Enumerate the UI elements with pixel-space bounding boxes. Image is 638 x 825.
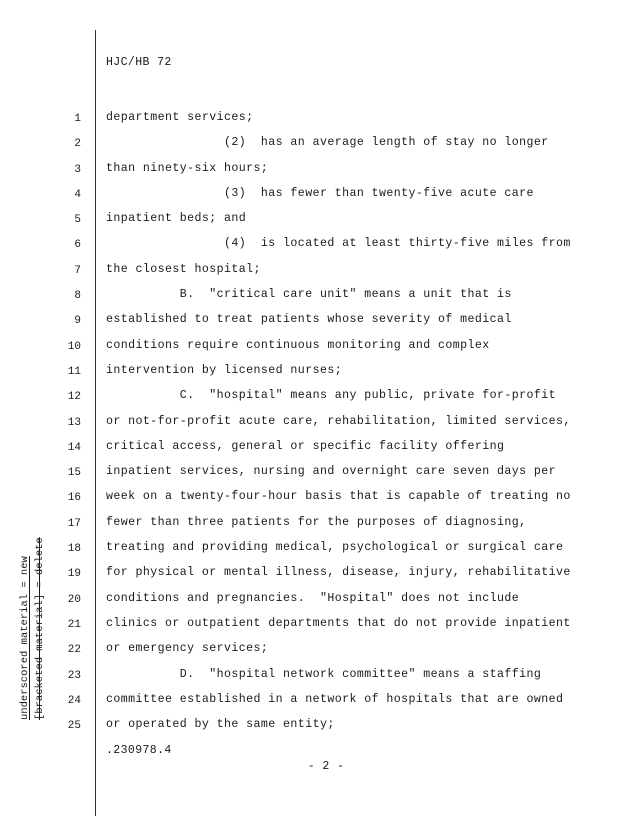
line-content: the closest hospital;: [106, 262, 261, 276]
line-content: D. "hospital network committee" means a staffing: [106, 667, 542, 681]
text-line: [0, 641, 638, 666]
line-content: committee established in a network of hospitals that are owned: [106, 692, 564, 706]
text-line: [0, 312, 638, 337]
line-number: 16: [67, 492, 81, 505]
line-number: 22: [67, 644, 81, 657]
line-number: 7: [74, 264, 81, 277]
text-line: [0, 439, 638, 464]
text-line: [0, 414, 638, 439]
line-content: C. "hospital" means any public, private for-profit: [106, 389, 557, 403]
text-line: [0, 489, 638, 514]
line-number: 20: [67, 593, 81, 606]
text-line: [0, 135, 638, 160]
text-line: [0, 262, 638, 287]
numbered-line-list: [0, 110, 638, 742]
line-number: 3: [74, 163, 81, 176]
line-number: 11: [67, 365, 81, 378]
line-number: 15: [67, 467, 81, 480]
line-content: B. "critical care unit" means a unit that is: [106, 288, 512, 302]
line-content: (2) has an average length of stay no longer: [106, 136, 549, 150]
line-number: 1: [74, 113, 81, 125]
line-number: 12: [67, 391, 81, 404]
line-content: clinics or outpatient departments that do not provide inpatient: [106, 616, 571, 630]
text-line: [0, 667, 638, 692]
line-number: 8: [74, 290, 81, 303]
text-line: [0, 110, 638, 135]
line-content: for physical or mental illness, disease, injury, rehabilitative: [106, 566, 571, 580]
line-content: (4) is located at least thirty-five miles from: [106, 237, 571, 251]
line-content: inpatient beds; and: [106, 212, 247, 226]
text-line: [0, 717, 638, 742]
line-content: treating and providing medical, psychological or surgical care: [106, 541, 564, 555]
text-line: [0, 464, 638, 489]
text-line: [0, 692, 638, 717]
line-number: 14: [67, 441, 81, 454]
text-line: [0, 338, 638, 363]
line-number: 4: [74, 188, 81, 201]
line-number: 6: [74, 239, 81, 252]
line-number: 19: [67, 568, 81, 581]
line-content: critical access, general or specific facility offering: [106, 439, 505, 453]
line-content: or emergency services;: [106, 642, 269, 656]
draft-identifier: .230978.4: [106, 744, 172, 757]
line-content: established to treat patients whose severity of medical: [106, 313, 512, 327]
text-line: [0, 161, 638, 186]
text-line: [0, 186, 638, 211]
line-number: 5: [74, 214, 81, 227]
line-number: 9: [74, 315, 81, 328]
line-content: department services;: [106, 111, 254, 124]
page-number: - 2 -: [307, 760, 345, 773]
line-number: 2: [74, 138, 81, 151]
line-content: inpatient services, nursing and overnight care seven days per: [106, 465, 557, 479]
line-number: 23: [67, 669, 81, 682]
line-content: conditions and pregnancies. "Hospital" does not include: [106, 591, 520, 605]
text-line: [0, 363, 638, 388]
line-content: conditions require continuous monitoring and complex: [106, 338, 490, 352]
line-number: 10: [67, 340, 81, 353]
line-number: 24: [67, 694, 81, 707]
line-content: intervention by licensed nurses;: [106, 363, 343, 377]
text-line: [0, 515, 638, 540]
document-header: HJC/HB 72: [106, 56, 172, 69]
line-content: than ninety-six hours;: [106, 161, 269, 175]
text-line: [0, 565, 638, 590]
line-number: 17: [67, 517, 81, 530]
text-line: [0, 540, 638, 565]
line-content: or not-for-profit acute care, rehabilitation, limited services,: [106, 414, 571, 428]
text-line: [0, 287, 638, 312]
text-line: [0, 591, 638, 616]
line-number: 13: [67, 416, 81, 429]
line-number: 21: [67, 618, 81, 631]
line-content: fewer than three patients for the purposes of diagnosing,: [106, 515, 527, 529]
text-line: [0, 616, 638, 641]
line-content: or operated by the same entity;: [106, 718, 335, 732]
legend-new-material: underscored material = new: [19, 556, 31, 720]
legend-deleted-material: [bracketed material] = delete: [34, 537, 46, 720]
line-number: 25: [67, 720, 81, 733]
line-content: (3) has fewer than twenty-five acute care: [106, 186, 534, 200]
line-content: week on a twenty-four-hour basis that is capable of treating no: [106, 490, 571, 504]
line-number: 18: [67, 543, 81, 556]
text-line: [0, 236, 638, 261]
text-line: [0, 211, 638, 236]
text-line: [0, 388, 638, 413]
